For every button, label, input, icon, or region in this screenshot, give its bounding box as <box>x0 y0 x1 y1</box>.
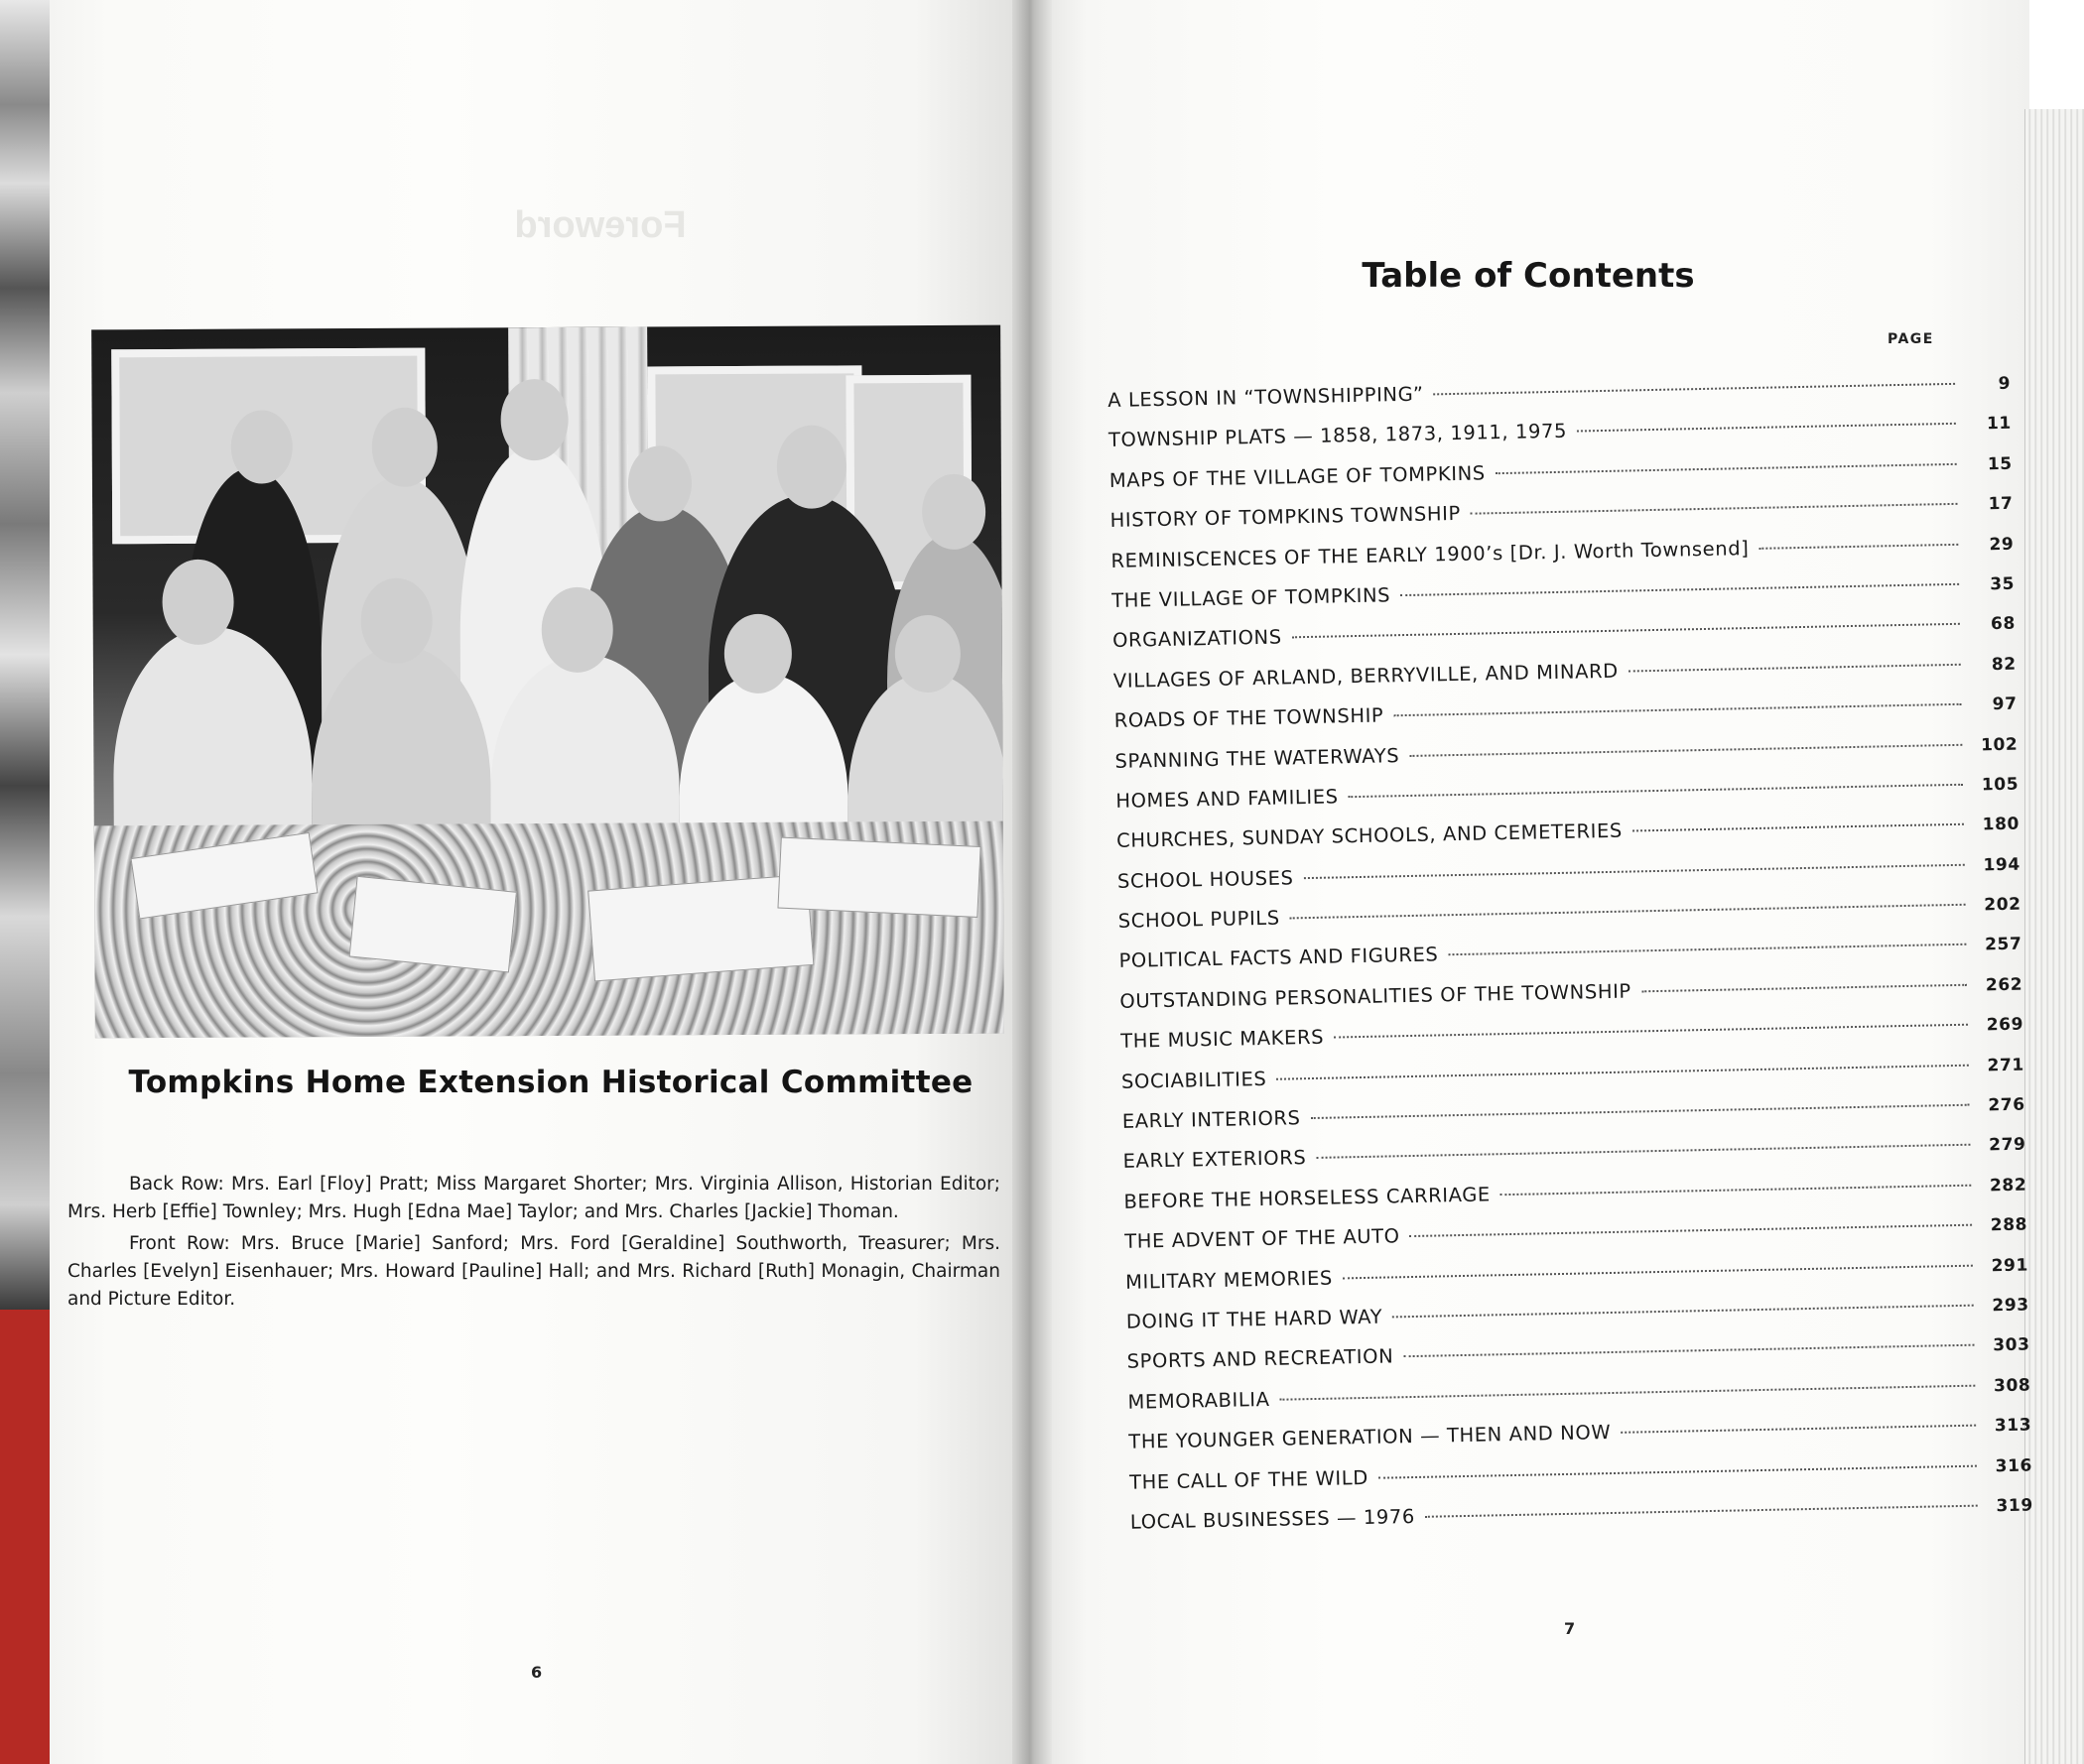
toc-entry-leader-dots <box>1393 703 1961 716</box>
toc-entry-title: MEMORABILIA <box>1127 1387 1270 1414</box>
book-gutter <box>1012 0 1052 1764</box>
toc-entry-title: POLITICAL FACTS AND FIGURES <box>1118 943 1439 973</box>
right-page-number: 7 <box>1564 1619 1576 1638</box>
toc-entry-leader-dots <box>1628 664 1961 673</box>
toc-entry-leader-dots <box>1577 423 1956 433</box>
toc-entry-leader-dots <box>1496 463 1957 474</box>
toc-entry-page: 269 <box>1986 1014 2024 1036</box>
toc-entry-leader-dots <box>1758 543 1958 549</box>
toc-entry-page: 257 <box>1984 935 2022 955</box>
person-front-2-head <box>360 578 432 664</box>
toc-entry-title: MAPS OF THE VILLAGE OF TOMPKINS <box>1108 461 1486 492</box>
toc-entry-leader-dots <box>1632 823 1964 832</box>
toc-entry-leader-dots <box>1311 1104 1970 1119</box>
toc-entry-leader-dots <box>1621 1425 1976 1434</box>
toc-entry-leader-dots <box>1641 984 1967 993</box>
toc-entry-page: 276 <box>1988 1094 2025 1116</box>
toc-entry-page: 279 <box>1988 1135 2026 1156</box>
left-page-number: 6 <box>531 1663 543 1682</box>
toc-entry-page: 271 <box>1987 1055 2025 1075</box>
toc-entry-title: THE ADVENT OF THE AUTO <box>1124 1224 1400 1254</box>
toc-entry-title: HISTORY OF TOMPKINS TOWNSHIP <box>1109 502 1462 533</box>
toc-entry-leader-dots <box>1471 503 1958 515</box>
toc-entry-page: 308 <box>1993 1375 2031 1397</box>
toc-entry-leader-dots <box>1334 1024 1968 1039</box>
toc-entry-leader-dots <box>1276 1064 1969 1079</box>
toc-entry-title: REMINISCENCES OF THE EARLY 1900’s [Dr. J. Worth Townsend] <box>1110 536 1750 572</box>
toc-entry-leader-dots <box>1400 583 1959 596</box>
toc-entry-page: 288 <box>1990 1214 2028 1236</box>
toc-entry-title: SCHOOL PUPILS <box>1117 906 1280 933</box>
person-back-2-head <box>372 408 438 487</box>
toc-entry-title: EARLY INTERIORS <box>1121 1106 1301 1133</box>
toc-entry-page: 282 <box>1989 1175 2027 1197</box>
toc-entry-title: THE MUSIC MAKERS <box>1119 1026 1325 1054</box>
toc-entry-leader-dots <box>1280 1384 1976 1400</box>
toc-entry-page: 82 <box>1991 654 2017 675</box>
toc-entry-page: 11 <box>1986 414 2013 435</box>
toc-entry-page: 9 <box>1998 373 2012 394</box>
toc-entry-page: 105 <box>1981 774 2019 796</box>
toc-entry-page: 15 <box>1987 453 2013 474</box>
toc-entry-page: 29 <box>1989 534 2015 555</box>
toc-entry-leader-dots <box>1349 784 1964 798</box>
person-back-4-head <box>628 445 692 521</box>
person-back-5-head <box>777 425 847 508</box>
toc-entry-page: 316 <box>1995 1455 2033 1476</box>
toc-entry-title: EARLY EXTERIORS <box>1122 1146 1307 1174</box>
toc-entry-page: 97 <box>1992 693 2018 715</box>
committee-photo <box>91 325 1004 1039</box>
front-row-names: Front Row: Mrs. Bruce [Marie] Sanford; Mrs. Ford [Geraldine] Southworth, Treasurer; Mrs. Charles [Evelyn] Eisenhauer; Mrs. Howard [Pauline] Hall; and Mrs. Richard [Ruth] Monagin, Chairman and Picture Editor. <box>67 1233 1000 1310</box>
toc-entry-title: LOCAL BUSINESSES — 1976 <box>1129 1504 1416 1534</box>
person-back-6-head <box>922 474 985 550</box>
toc-entry-title: VILLAGES OF ARLAND, BERRYVILLE, AND MINARD <box>1112 659 1620 693</box>
toc-entry-title: BEFORE THE HORSELESS CARRIAGE <box>1123 1183 1492 1213</box>
toc-entry-title: THE YOUNGER GENERATION — THEN AND NOW <box>1128 1421 1612 1453</box>
person-front-4-head <box>724 614 792 693</box>
toc-entry-leader-dots <box>1303 863 1964 878</box>
toc-entry-page: 202 <box>1984 894 2021 916</box>
toc-entry-page: 68 <box>1990 614 2017 635</box>
toc-entry-title: ROADS OF THE TOWNSHIP <box>1113 703 1384 733</box>
toc-entry-leader-dots <box>1316 1144 1970 1159</box>
toc-entry-leader-dots <box>1409 743 1962 756</box>
toc-entry-leader-dots <box>1448 944 1966 955</box>
toc-page-column-header: PAGE <box>1888 331 1934 347</box>
toc-entry-title: THE VILLAGE OF TOMPKINS <box>1111 583 1391 612</box>
toc-title: Table of Contents <box>1362 256 1695 296</box>
toc-entry-title: CHURCHES, SUNDAY SCHOOLS, AND CEMETERIES <box>1115 819 1624 853</box>
committee-names <box>67 1171 1000 1318</box>
toc-entry-leader-dots <box>1378 1464 1977 1478</box>
toc-entry-title: SPANNING THE WATERWAYS <box>1114 743 1400 773</box>
toc-entry-page: 291 <box>1991 1255 2029 1276</box>
toc-entry-page: 35 <box>1990 573 2016 595</box>
toc-entry-leader-dots <box>1292 623 1960 639</box>
toc-entry-page: 17 <box>1988 493 2014 515</box>
toc-entry-title: OUTSTANDING PERSONALITIES OF THE TOWNSHIP <box>1119 979 1632 1013</box>
toc-entry-page: 319 <box>1996 1495 2033 1517</box>
cover-photo-strip <box>0 0 50 1310</box>
toc-entry-title: DOING IT THE HARD WAY <box>1125 1305 1383 1333</box>
toc-entry-page: 303 <box>1993 1334 2030 1356</box>
toc-entry-title: MILITARY MEMORIES <box>1124 1266 1334 1294</box>
toc-entry-page: 102 <box>1980 734 2019 755</box>
toc-entry-leader-dots <box>1403 1344 1974 1358</box>
toc-entry-title: HOMES AND FAMILIES <box>1115 785 1339 813</box>
toc-entry-title: SOCIABILITIES <box>1120 1067 1267 1093</box>
toc-entry-page: 313 <box>1994 1415 2032 1437</box>
show-through-heading: Foreword <box>514 204 687 246</box>
photo-paper-4 <box>777 837 980 918</box>
toc-entry-leader-dots <box>1500 1185 1971 1197</box>
toc-entry-leader-dots <box>1425 1505 1978 1518</box>
toc-entry-page: 194 <box>1983 854 2021 876</box>
toc-entry-title: SCHOOL HOUSES <box>1116 866 1294 893</box>
toc-entry-title: THE CALL OF THE WILD <box>1128 1465 1369 1494</box>
photo-paper-2 <box>349 876 517 973</box>
toc-entry-leader-dots <box>1343 1264 1973 1279</box>
toc-entry-leader-dots <box>1410 1224 1973 1237</box>
toc-entry-page: 262 <box>1985 974 2023 996</box>
toc-entry-page: 180 <box>1982 814 2020 835</box>
toc-entry-page: 293 <box>1992 1295 2029 1317</box>
toc-list <box>1107 371 2033 1551</box>
photo-caption: Tompkins Home Extension Historical Committee <box>128 1065 974 1100</box>
toc-entry-title: SPORTS AND RECREATION <box>1126 1344 1394 1374</box>
toc-entry-title: TOWNSHIP PLATS — 1858, 1873, 1911, 1975 <box>1107 420 1568 452</box>
person-back-1-head <box>231 410 293 483</box>
toc-entry-leader-dots <box>1290 904 1966 920</box>
person-front-3-head <box>542 587 613 673</box>
toc-entry-title: ORGANIZATIONS <box>1111 625 1282 653</box>
toc-entry-leader-dots <box>1434 383 1956 396</box>
person-back-3-head <box>500 379 568 460</box>
toc-entry-leader-dots <box>1392 1305 1974 1319</box>
toc-entry-title: A LESSON IN “TOWNSHIPPING” <box>1107 382 1424 412</box>
person-front-5-head <box>895 615 961 693</box>
back-row-names: Back Row: Mrs. Earl [Floy] Pratt; Miss Margaret Shorter; Mrs. Virginia Allison, Historian Editor; Mrs. Herb [Effie] Townley; Mrs. Hugh [Edna Mae] Taylor; and Mrs. Charles [Jackie] Thoman. <box>67 1174 1000 1222</box>
person-front-1-head <box>162 560 233 645</box>
